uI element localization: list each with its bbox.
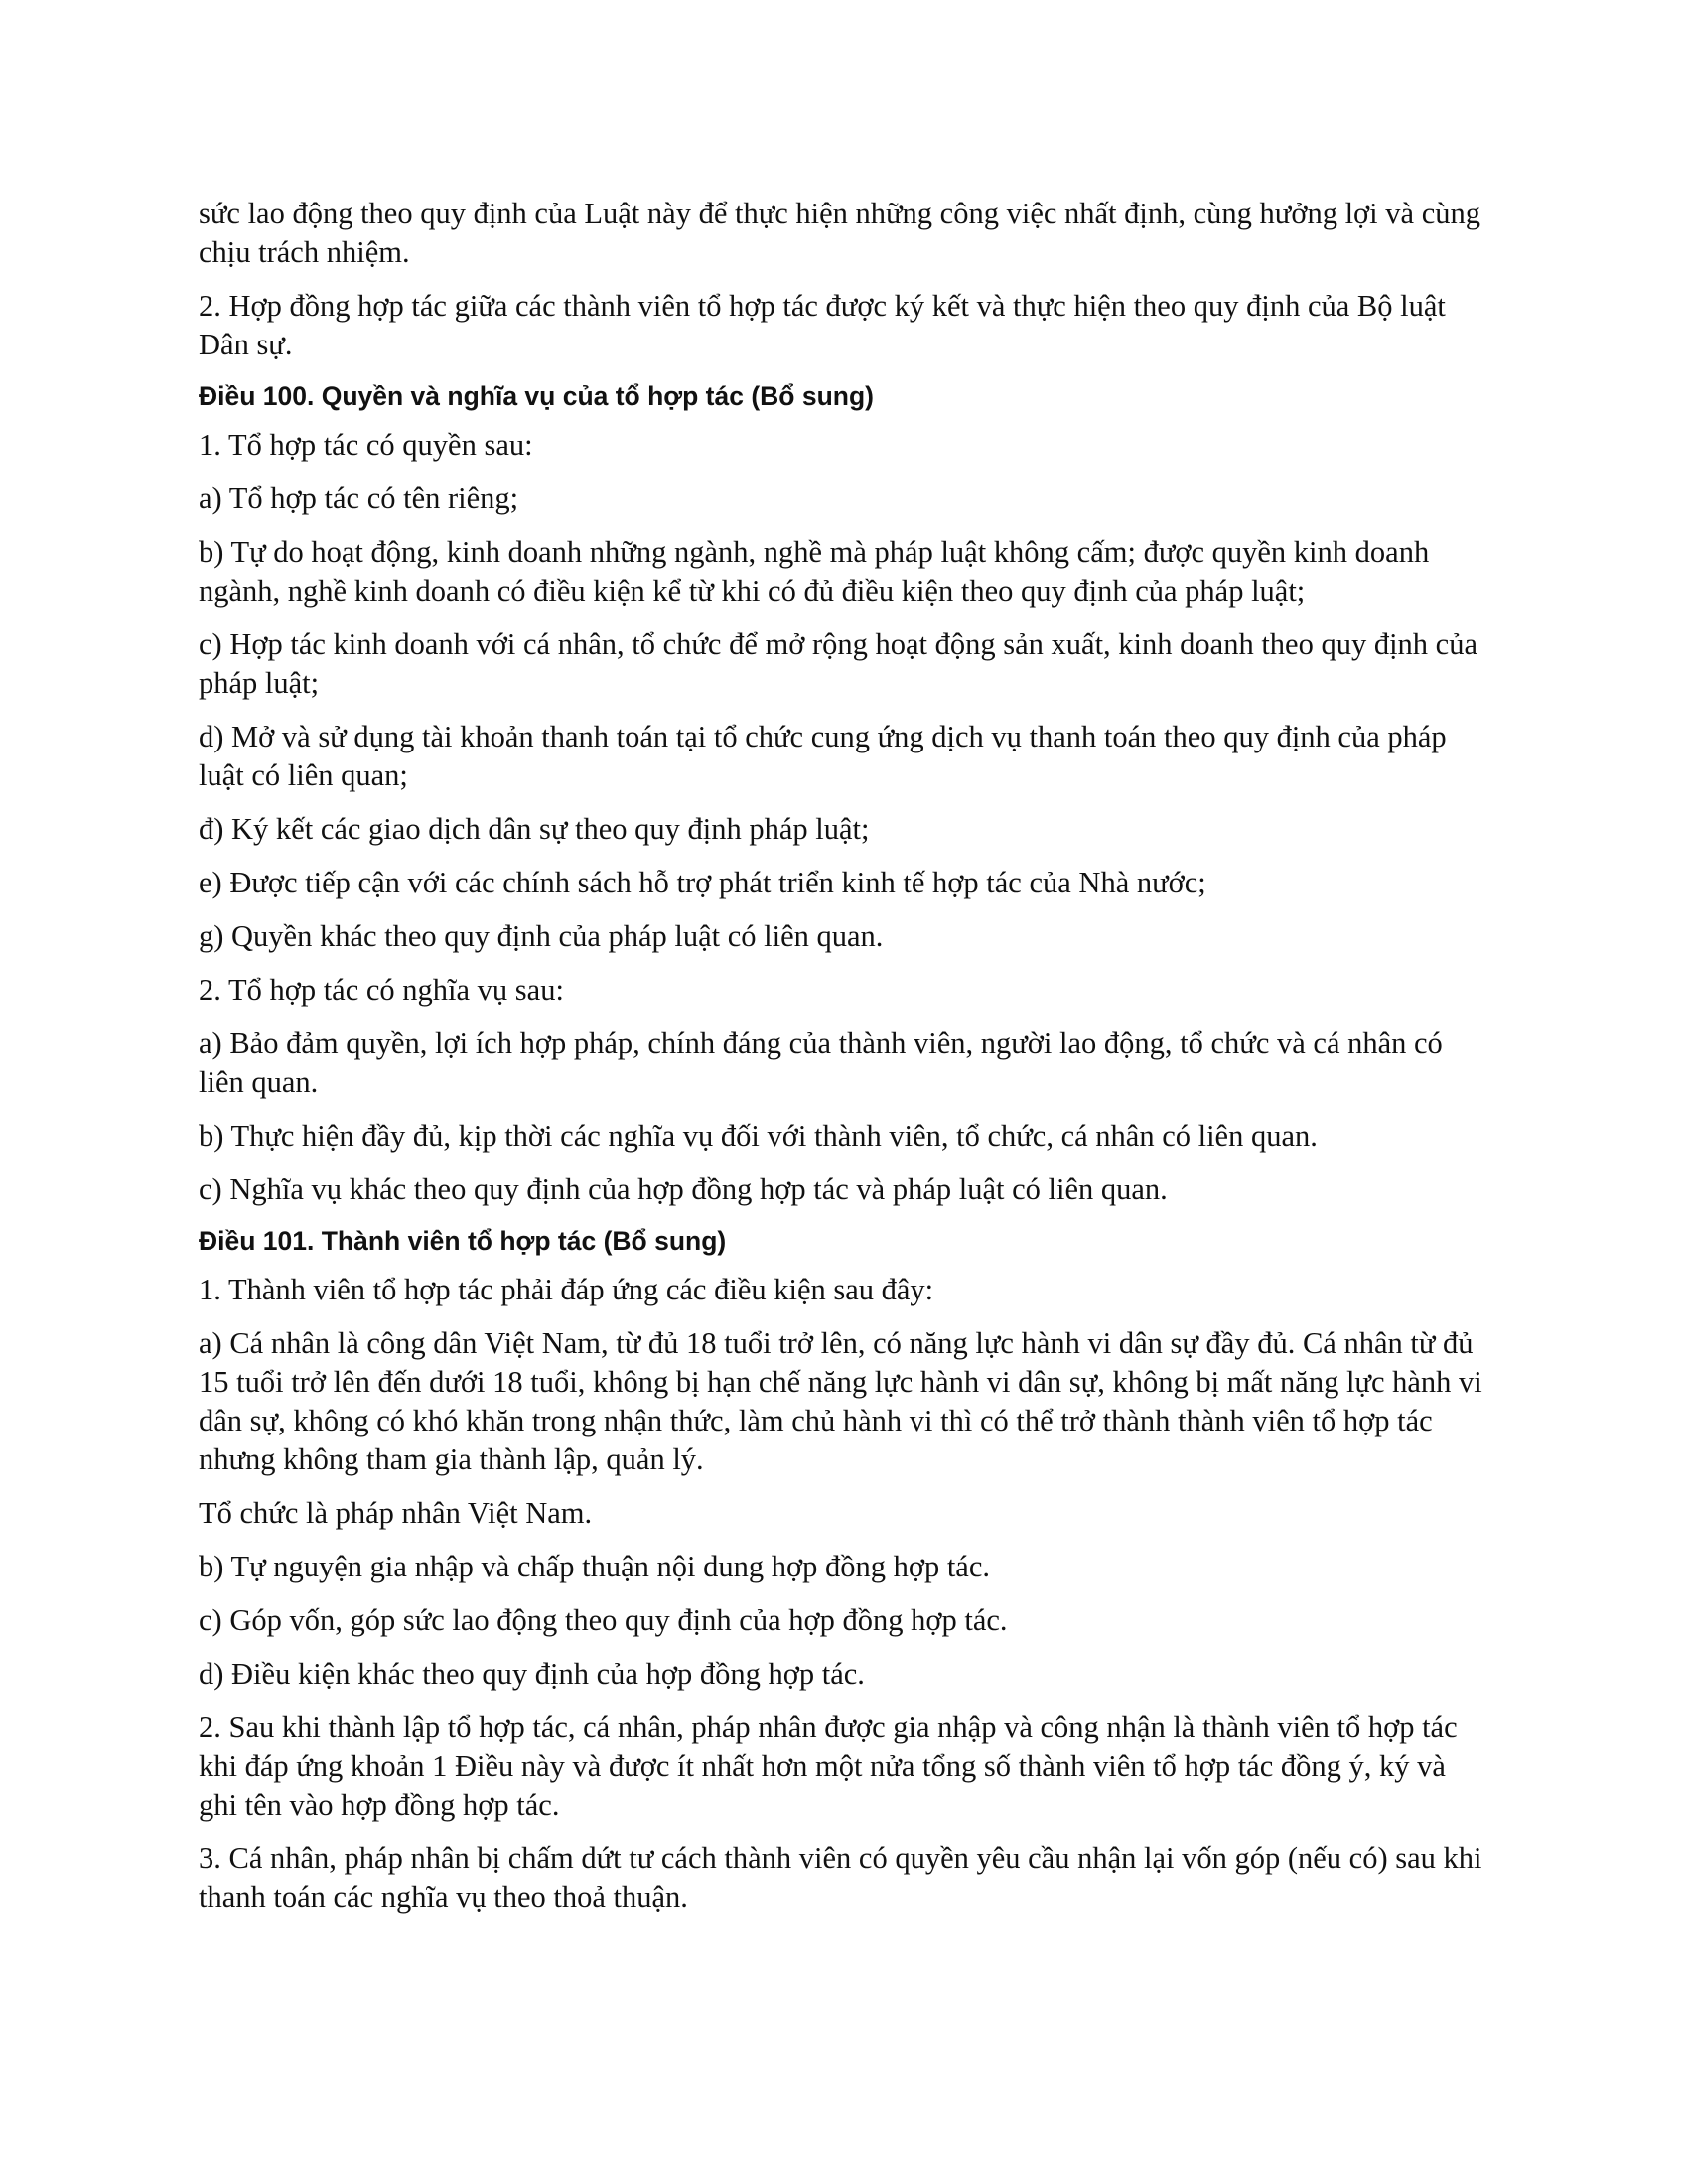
paragraph: Tổ chức là pháp nhân Việt Nam. bbox=[199, 1496, 593, 1530]
article-heading-100: Điều 100. Quyền và nghĩa vụ của tổ hợp tác (Bổ sung) bbox=[199, 381, 874, 411]
list-item: a) Tổ hợp tác có tên riêng; bbox=[199, 481, 519, 515]
article-heading-101: Điều 101. Thành viên tổ hợp tác (Bổ sung) bbox=[199, 1226, 727, 1256]
list-item: g) Quyền khác theo quy định của pháp luật có liên quan. bbox=[199, 919, 884, 953]
list-item: c) Nghĩa vụ khác theo quy định của hợp đồng hợp tác và pháp luật có liên quan. bbox=[199, 1172, 1168, 1206]
document-page bbox=[199, 195, 1489, 1932]
list-item: b) Thực hiện đầy đủ, kịp thời các nghĩa vụ đối với thành viên, tổ chức, cá nhân có liên quan. bbox=[199, 1119, 1318, 1153]
list-item: c) Góp vốn, góp sức lao động theo quy định của hợp đồng hợp tác. bbox=[199, 1603, 1008, 1637]
list-item: c) Hợp tác kinh doanh với cá nhân, tổ chức để mở rộng hoạt động sản xuất, kinh doanh theo quy định của pháp luật; bbox=[199, 627, 1477, 700]
paragraph: 2. Hợp đồng hợp tác giữa các thành viên tổ hợp tác được ký kết và thực hiện theo quy định của Bộ luật Dân sự. bbox=[199, 289, 1446, 361]
list-item: d) Mở và sử dụng tài khoản thanh toán tại tổ chức cung ứng dịch vụ thanh toán theo quy định của pháp luật có liên quan; bbox=[199, 720, 1447, 792]
list-item: a) Cá nhân là công dân Việt Nam, từ đủ 18 tuổi trở lên, có năng lực hành vi dân sự đầy đủ. Cá nhân từ đủ 15 tuổi trở lên đến dưới 18 tuổi, không bị hạn chế năng lực hành vi dân sự, không bị mất năng lực hành vi dân sự, không có khó khăn trong nhận thức, làm chủ hành vi thì có thể trở thành thành viên tổ hợp tác nhưng không tham gia thành lập, quản lý. bbox=[199, 1326, 1482, 1476]
paragraph: 1. Tổ hợp tác có quyền sau: bbox=[199, 428, 533, 462]
paragraph: sức lao động theo quy định của Luật này để thực hiện những công việc nhất định, cùng hưởng lợi và cùng chịu trách nhiệm. bbox=[199, 197, 1480, 269]
list-item: đ) Ký kết các giao dịch dân sự theo quy định pháp luật; bbox=[199, 812, 870, 846]
list-item: e) Được tiếp cận với các chính sách hỗ trợ phát triển kinh tế hợp tác của Nhà nước; bbox=[199, 866, 1206, 899]
list-item: d) Điều kiện khác theo quy định của hợp đồng hợp tác. bbox=[199, 1657, 865, 1691]
list-item: b) Tự do hoạt động, kinh doanh những ngành, nghề mà pháp luật không cấm; được quyền kinh doanh ngành, nghề kinh doanh có điều kiện kể từ khi có đủ điều kiện theo quy định của pháp luật; bbox=[199, 535, 1430, 608]
list-item: b) Tự nguyện gia nhập và chấp thuận nội dung hợp đồng hợp tác. bbox=[199, 1550, 991, 1583]
list-item: a) Bảo đảm quyền, lợi ích hợp pháp, chính đáng của thành viên, người lao động, tổ chức và cá nhân có liên quan. bbox=[199, 1026, 1443, 1099]
paragraph: 1. Thành viên tổ hợp tác phải đáp ứng các điều kiện sau đây: bbox=[199, 1273, 934, 1306]
paragraph: 2. Sau khi thành lập tổ hợp tác, cá nhân, pháp nhân được gia nhập và công nhận là thành viên tổ hợp tác khi đáp ứng khoản 1 Điều này và được ít nhất hơn một nửa tổng số thành viên tổ hợp tác đồng ý, ký và ghi tên vào hợp đồng hợp tác. bbox=[199, 1710, 1458, 1822]
paragraph: 2. Tổ hợp tác có nghĩa vụ sau: bbox=[199, 973, 564, 1007]
paragraph: 3. Cá nhân, pháp nhân bị chấm dứt tư cách thành viên có quyền yêu cầu nhận lại vốn góp (nếu có) sau khi thanh toán các nghĩa vụ theo thoả thuận. bbox=[199, 1842, 1482, 1914]
